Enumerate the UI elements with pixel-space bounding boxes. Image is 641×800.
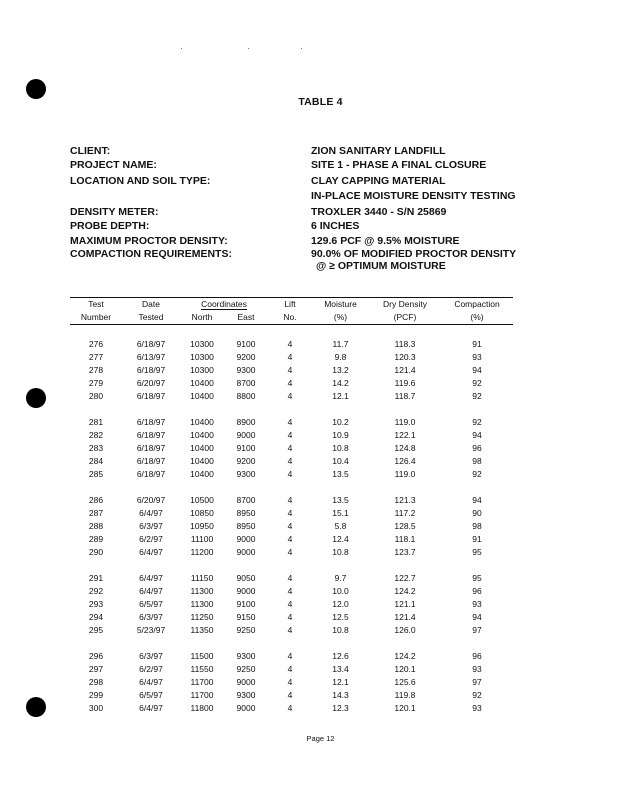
spacer-cell <box>70 637 513 650</box>
info-label: PROJECT NAME: <box>70 159 157 171</box>
table-row <box>70 455 513 468</box>
col-tested: Tested <box>122 311 180 325</box>
dry-density-cell: 124.8 <box>394 443 416 453</box>
north-coord-cell: 11700 <box>190 677 214 687</box>
table-row <box>70 689 513 702</box>
spacer-cell <box>70 481 513 494</box>
east-coord-cell: 9000 <box>236 703 256 713</box>
lift-no-cell: 4 <box>287 586 293 596</box>
north-coord-cell: 10300 <box>190 339 214 349</box>
compaction-cell: 95 <box>472 547 482 557</box>
test-number-cell: 287 <box>88 508 104 518</box>
north-coord-cell: 11800 <box>190 703 214 713</box>
moisture-cell: 10.8 <box>332 547 349 557</box>
moisture-cell: 13.5 <box>332 469 349 479</box>
group-spacer <box>70 481 513 494</box>
group-spacer <box>70 637 513 650</box>
test-results-table <box>70 297 513 715</box>
group-spacer <box>70 403 513 416</box>
date-tested-cell: 6/18/97 <box>136 391 166 401</box>
col-lift: Lift <box>268 298 312 312</box>
test-number-cell: 285 <box>88 469 104 479</box>
lift-no-cell: 4 <box>287 469 293 479</box>
test-number-cell: 292 <box>88 586 104 596</box>
north-coord-cell: 10400 <box>190 443 214 453</box>
lift-no-cell: 4 <box>287 573 293 583</box>
lift-no-cell: 4 <box>287 612 293 622</box>
compaction-cell: 98 <box>472 456 482 466</box>
date-tested-cell: 6/18/97 <box>136 443 166 453</box>
info-label: DENSITY METER: <box>70 206 159 218</box>
east-coord-cell: 8950 <box>236 508 256 518</box>
east-coord-cell: 9300 <box>236 469 256 479</box>
col-north: North <box>180 311 224 325</box>
moisture-cell: 10.0 <box>332 586 349 596</box>
scan-speck: · <box>247 44 250 53</box>
test-number-cell: 276 <box>88 339 104 349</box>
lift-no-cell: 4 <box>287 547 293 557</box>
table-row <box>70 624 513 637</box>
moisture-cell: 11.7 <box>332 339 349 349</box>
date-tested-cell: 6/20/97 <box>136 378 166 388</box>
group-spacer <box>70 325 513 339</box>
lift-no-cell: 4 <box>287 521 293 531</box>
test-number-cell: 296 <box>88 651 104 661</box>
east-coord-cell: 9200 <box>236 456 256 466</box>
date-tested-cell: 6/18/97 <box>136 469 166 479</box>
col-dry-density-unit: (PCF) <box>369 311 441 325</box>
east-coord-cell: 8800 <box>236 391 256 401</box>
compaction-cell: 90 <box>472 508 482 518</box>
date-tested-cell: 6/4/97 <box>139 677 163 687</box>
compaction-cell: 92 <box>472 690 482 700</box>
north-coord-cell: 11350 <box>190 625 214 635</box>
east-coord-cell: 9000 <box>236 547 256 557</box>
moisture-cell: 9.7 <box>334 573 347 583</box>
date-tested-cell: 5/23/97 <box>136 625 166 635</box>
info-value: 90.0% OF MODIFIED PROCTOR DENSITY <box>311 248 517 260</box>
date-tested-cell: 6/18/97 <box>136 365 166 375</box>
table-row <box>70 377 513 390</box>
table-row <box>70 676 513 689</box>
moisture-cell: 14.2 <box>332 378 349 388</box>
col-lift-no: No. <box>268 311 312 325</box>
table-row <box>70 390 513 403</box>
dry-density-cell: 123.7 <box>394 547 416 557</box>
header-row-bottom <box>70 311 513 325</box>
compaction-cell: 93 <box>472 352 482 362</box>
test-number-cell: 284 <box>88 456 104 466</box>
table-body <box>70 325 513 716</box>
date-tested-cell: 6/3/97 <box>139 612 163 622</box>
east-coord-cell: 9000 <box>236 586 256 596</box>
lift-no-cell: 4 <box>287 625 293 635</box>
table-row <box>70 611 513 624</box>
test-number-cell: 300 <box>88 703 104 713</box>
table-title: TABLE 4 <box>298 96 343 108</box>
date-tested-cell: 6/2/97 <box>139 664 163 674</box>
north-coord-cell: 11550 <box>190 664 214 674</box>
lift-no-cell: 4 <box>287 391 293 401</box>
test-number-cell: 293 <box>88 599 104 609</box>
info-value: @ ≥ OPTIMUM MOISTURE <box>316 260 446 272</box>
info-label: PROBE DEPTH: <box>70 220 150 232</box>
test-number-cell: 282 <box>88 430 104 440</box>
col-compaction-unit: (%) <box>441 311 513 325</box>
compaction-cell: 91 <box>472 534 482 544</box>
east-coord-cell: 9200 <box>236 352 256 362</box>
north-coord-cell: 10300 <box>190 352 214 362</box>
table-row <box>70 663 513 676</box>
dry-density-cell: 124.2 <box>394 651 416 661</box>
north-coord-cell: 11300 <box>190 599 214 609</box>
col-east: East <box>224 311 268 325</box>
date-tested-cell: 6/18/97 <box>136 456 166 466</box>
lift-no-cell: 4 <box>287 599 293 609</box>
col-moisture-unit: (%) <box>312 311 369 325</box>
table-row <box>70 702 513 715</box>
table-row <box>70 533 513 546</box>
compaction-cell: 94 <box>472 365 482 375</box>
dry-density-cell: 122.7 <box>394 573 416 583</box>
info-label: MAXIMUM PROCTOR DENSITY: <box>70 235 228 247</box>
east-coord-cell: 9300 <box>236 690 256 700</box>
dry-density-cell: 125.6 <box>394 677 416 687</box>
date-tested-cell: 6/4/97 <box>139 547 163 557</box>
table-row <box>70 546 513 559</box>
north-coord-cell: 11200 <box>190 547 214 557</box>
east-coord-cell: 8900 <box>236 417 256 427</box>
table-row <box>70 351 513 364</box>
north-coord-cell: 11300 <box>190 586 214 596</box>
north-coord-cell: 10950 <box>190 521 214 531</box>
scan-speck: · <box>300 44 303 53</box>
east-coord-cell: 9100 <box>236 443 256 453</box>
lift-no-cell: 4 <box>287 339 293 349</box>
moisture-cell: 5.8 <box>334 521 347 531</box>
compaction-cell: 92 <box>472 391 482 401</box>
info-value: 129.6 PCF @ 9.5% MOISTURE <box>311 235 460 247</box>
table-row <box>70 598 513 611</box>
moisture-cell: 10.9 <box>332 430 349 440</box>
compaction-cell: 92 <box>472 417 482 427</box>
test-number-cell: 298 <box>88 677 104 687</box>
test-number-cell: 295 <box>88 625 104 635</box>
compaction-cell: 97 <box>472 625 482 635</box>
table-row <box>70 429 513 442</box>
east-coord-cell: 8700 <box>236 378 256 388</box>
lift-no-cell: 4 <box>287 534 293 544</box>
dry-density-cell: 120.3 <box>394 352 416 362</box>
scan-speck: · <box>180 44 183 53</box>
lift-no-cell: 4 <box>287 443 293 453</box>
dry-density-cell: 124.2 <box>394 586 416 596</box>
col-test: Test <box>70 298 122 312</box>
dry-density-cell: 118.7 <box>394 391 416 401</box>
dry-density-cell: 119.8 <box>394 690 416 700</box>
moisture-cell: 13.5 <box>332 495 349 505</box>
east-coord-cell: 9250 <box>236 664 256 674</box>
compaction-cell: 95 <box>472 573 482 583</box>
north-coord-cell: 11700 <box>190 690 214 700</box>
compaction-cell: 98 <box>472 521 482 531</box>
compaction-cell: 96 <box>472 443 482 453</box>
dry-density-cell: 121.4 <box>394 612 416 622</box>
info-value: ZION SANITARY LANDFILL <box>311 145 446 157</box>
info-value: 6 INCHES <box>311 220 360 232</box>
info-label: CLIENT: <box>70 145 111 157</box>
dry-density-cell: 126.4 <box>394 456 416 466</box>
moisture-cell: 12.3 <box>332 703 349 713</box>
info-value: SITE 1 - PHASE A FINAL CLOSURE <box>311 159 487 171</box>
date-tested-cell: 6/3/97 <box>139 651 163 661</box>
table-row <box>70 416 513 429</box>
date-tested-cell: 6/5/97 <box>139 599 163 609</box>
test-number-cell: 286 <box>88 495 104 505</box>
north-coord-cell: 10400 <box>190 469 214 479</box>
date-tested-cell: 6/2/97 <box>139 534 163 544</box>
east-coord-cell: 9250 <box>236 625 256 635</box>
test-number-cell: 280 <box>88 391 104 401</box>
table-row <box>70 650 513 663</box>
moisture-cell: 12.1 <box>332 677 349 687</box>
test-number-cell: 291 <box>88 573 104 583</box>
table-row <box>70 507 513 520</box>
table-row <box>70 520 513 533</box>
compaction-cell: 93 <box>472 664 482 674</box>
lift-no-cell: 4 <box>287 430 293 440</box>
lift-no-cell: 4 <box>287 417 293 427</box>
table-row <box>70 572 513 585</box>
north-coord-cell: 10400 <box>190 430 214 440</box>
north-coord-cell: 10400 <box>190 391 214 401</box>
date-tested-cell: 6/3/97 <box>139 521 163 531</box>
test-number-cell: 283 <box>88 443 104 453</box>
north-coord-cell: 10850 <box>190 508 214 518</box>
moisture-cell: 14.3 <box>332 690 349 700</box>
lift-no-cell: 4 <box>287 352 293 362</box>
east-coord-cell: 8700 <box>236 495 256 505</box>
test-number-cell: 289 <box>88 534 104 544</box>
lift-no-cell: 4 <box>287 378 293 388</box>
info-value: IN-PLACE MOISTURE DENSITY TESTING <box>311 190 516 202</box>
test-number-cell: 294 <box>88 612 104 622</box>
moisture-cell: 12.0 <box>332 599 349 609</box>
dry-density-cell: 118.3 <box>394 339 416 349</box>
table-row <box>70 364 513 377</box>
date-tested-cell: 6/18/97 <box>136 417 166 427</box>
test-number-cell: 297 <box>88 664 104 674</box>
info-value: TROXLER 3440 - S/N 25869 <box>311 206 447 218</box>
moisture-cell: 10.2 <box>332 417 349 427</box>
test-number-cell: 299 <box>88 690 104 700</box>
moisture-cell: 12.1 <box>332 391 349 401</box>
page-number: Page 12 <box>306 734 335 743</box>
date-tested-cell: 6/18/97 <box>136 339 166 349</box>
compaction-cell: 92 <box>472 469 482 479</box>
test-number-cell: 290 <box>88 547 104 557</box>
col-number: Number <box>70 311 122 325</box>
info-label: COMPACTION REQUIREMENTS: <box>70 248 232 260</box>
east-coord-cell: 9100 <box>236 339 256 349</box>
moisture-cell: 10.4 <box>332 456 349 466</box>
east-coord-cell: 9300 <box>236 651 256 661</box>
east-coord-cell: 9000 <box>236 430 256 440</box>
lift-no-cell: 4 <box>287 703 293 713</box>
north-coord-cell: 11150 <box>190 573 214 583</box>
moisture-cell: 13.4 <box>332 664 349 674</box>
info-label: LOCATION AND SOIL TYPE: <box>70 175 211 187</box>
dry-density-cell: 121.4 <box>394 365 416 375</box>
lift-no-cell: 4 <box>287 690 293 700</box>
dry-density-cell: 119.6 <box>394 378 416 388</box>
group-spacer <box>70 559 513 572</box>
lift-no-cell: 4 <box>287 677 293 687</box>
compaction-cell: 97 <box>472 677 482 687</box>
date-tested-cell: 6/5/97 <box>139 690 163 700</box>
dry-density-cell: 119.0 <box>394 417 416 427</box>
moisture-cell: 12.4 <box>332 534 349 544</box>
compaction-cell: 96 <box>472 651 482 661</box>
table-row <box>70 585 513 598</box>
dry-density-cell: 120.1 <box>394 703 416 713</box>
test-number-cell: 288 <box>88 521 104 531</box>
north-coord-cell: 11100 <box>190 534 214 544</box>
spacer-cell <box>70 403 513 416</box>
dry-density-cell: 128.5 <box>394 521 416 531</box>
dry-density-cell: 126.0 <box>394 625 416 635</box>
header-row-top <box>70 298 513 312</box>
dry-density-cell: 120.1 <box>394 664 416 674</box>
info-value: CLAY CAPPING MATERIAL <box>311 175 446 187</box>
test-number-cell: 278 <box>88 365 104 375</box>
col-coordinates: Coordinates <box>180 298 268 312</box>
date-tested-cell: 6/4/97 <box>139 703 163 713</box>
east-coord-cell: 8950 <box>236 521 256 531</box>
date-tested-cell: 6/18/97 <box>136 430 166 440</box>
moisture-cell: 12.6 <box>332 651 349 661</box>
col-moisture: Moisture <box>312 298 369 312</box>
date-tested-cell: 6/4/97 <box>139 573 163 583</box>
north-coord-cell: 11500 <box>190 651 214 661</box>
spacer-cell <box>70 559 513 572</box>
lift-no-cell: 4 <box>287 495 293 505</box>
north-coord-cell: 10300 <box>190 365 214 375</box>
col-date: Date <box>122 298 180 312</box>
moisture-cell: 15.1 <box>332 508 349 518</box>
date-tested-cell: 6/20/97 <box>136 495 166 505</box>
north-coord-cell: 11250 <box>190 612 214 622</box>
lift-no-cell: 4 <box>287 664 293 674</box>
east-coord-cell: 9050 <box>236 573 256 583</box>
east-coord-cell: 9300 <box>236 365 256 375</box>
dry-density-cell: 121.3 <box>394 495 416 505</box>
moisture-cell: 13.2 <box>332 365 349 375</box>
test-number-cell: 277 <box>88 352 104 362</box>
moisture-cell: 9.8 <box>334 352 347 362</box>
date-tested-cell: 6/4/97 <box>139 586 163 596</box>
compaction-cell: 94 <box>472 430 482 440</box>
punch-hole <box>26 697 46 717</box>
compaction-cell: 91 <box>472 339 482 349</box>
north-coord-cell: 10500 <box>190 495 214 505</box>
dry-density-cell: 122.1 <box>394 430 416 440</box>
north-coord-cell: 10400 <box>190 378 214 388</box>
table-row <box>70 442 513 455</box>
compaction-cell: 96 <box>472 586 482 596</box>
north-coord-cell: 10400 <box>190 456 214 466</box>
lift-no-cell: 4 <box>287 651 293 661</box>
dry-density-cell: 117.2 <box>394 508 416 518</box>
table-row <box>70 468 513 481</box>
east-coord-cell: 9100 <box>236 599 256 609</box>
test-number-cell: 281 <box>88 417 104 427</box>
compaction-cell: 94 <box>472 495 482 505</box>
compaction-cell: 94 <box>472 612 482 622</box>
lift-no-cell: 4 <box>287 508 293 518</box>
dry-density-cell: 121.1 <box>394 599 416 609</box>
compaction-cell: 93 <box>472 703 482 713</box>
north-coord-cell: 10400 <box>190 417 214 427</box>
moisture-cell: 12.5 <box>332 612 349 622</box>
dry-density-cell: 119.0 <box>394 469 416 479</box>
east-coord-cell: 9000 <box>236 677 256 687</box>
table-row <box>70 494 513 507</box>
date-tested-cell: 6/13/97 <box>136 352 166 362</box>
moisture-cell: 10.8 <box>332 443 349 453</box>
table-row <box>70 338 513 351</box>
compaction-cell: 93 <box>472 599 482 609</box>
moisture-cell: 10.8 <box>332 625 349 635</box>
spacer-cell <box>70 325 513 339</box>
dry-density-cell: 118.1 <box>394 534 416 544</box>
lift-no-cell: 4 <box>287 456 293 466</box>
punch-hole <box>26 388 46 408</box>
lift-no-cell: 4 <box>287 365 293 375</box>
col-dry-density: Dry Density <box>369 298 441 312</box>
col-compaction: Compaction <box>441 298 513 312</box>
east-coord-cell: 9000 <box>236 534 256 544</box>
test-number-cell: 279 <box>88 378 104 388</box>
east-coord-cell: 9150 <box>236 612 256 622</box>
compaction-cell: 92 <box>472 378 482 388</box>
date-tested-cell: 6/4/97 <box>139 508 163 518</box>
